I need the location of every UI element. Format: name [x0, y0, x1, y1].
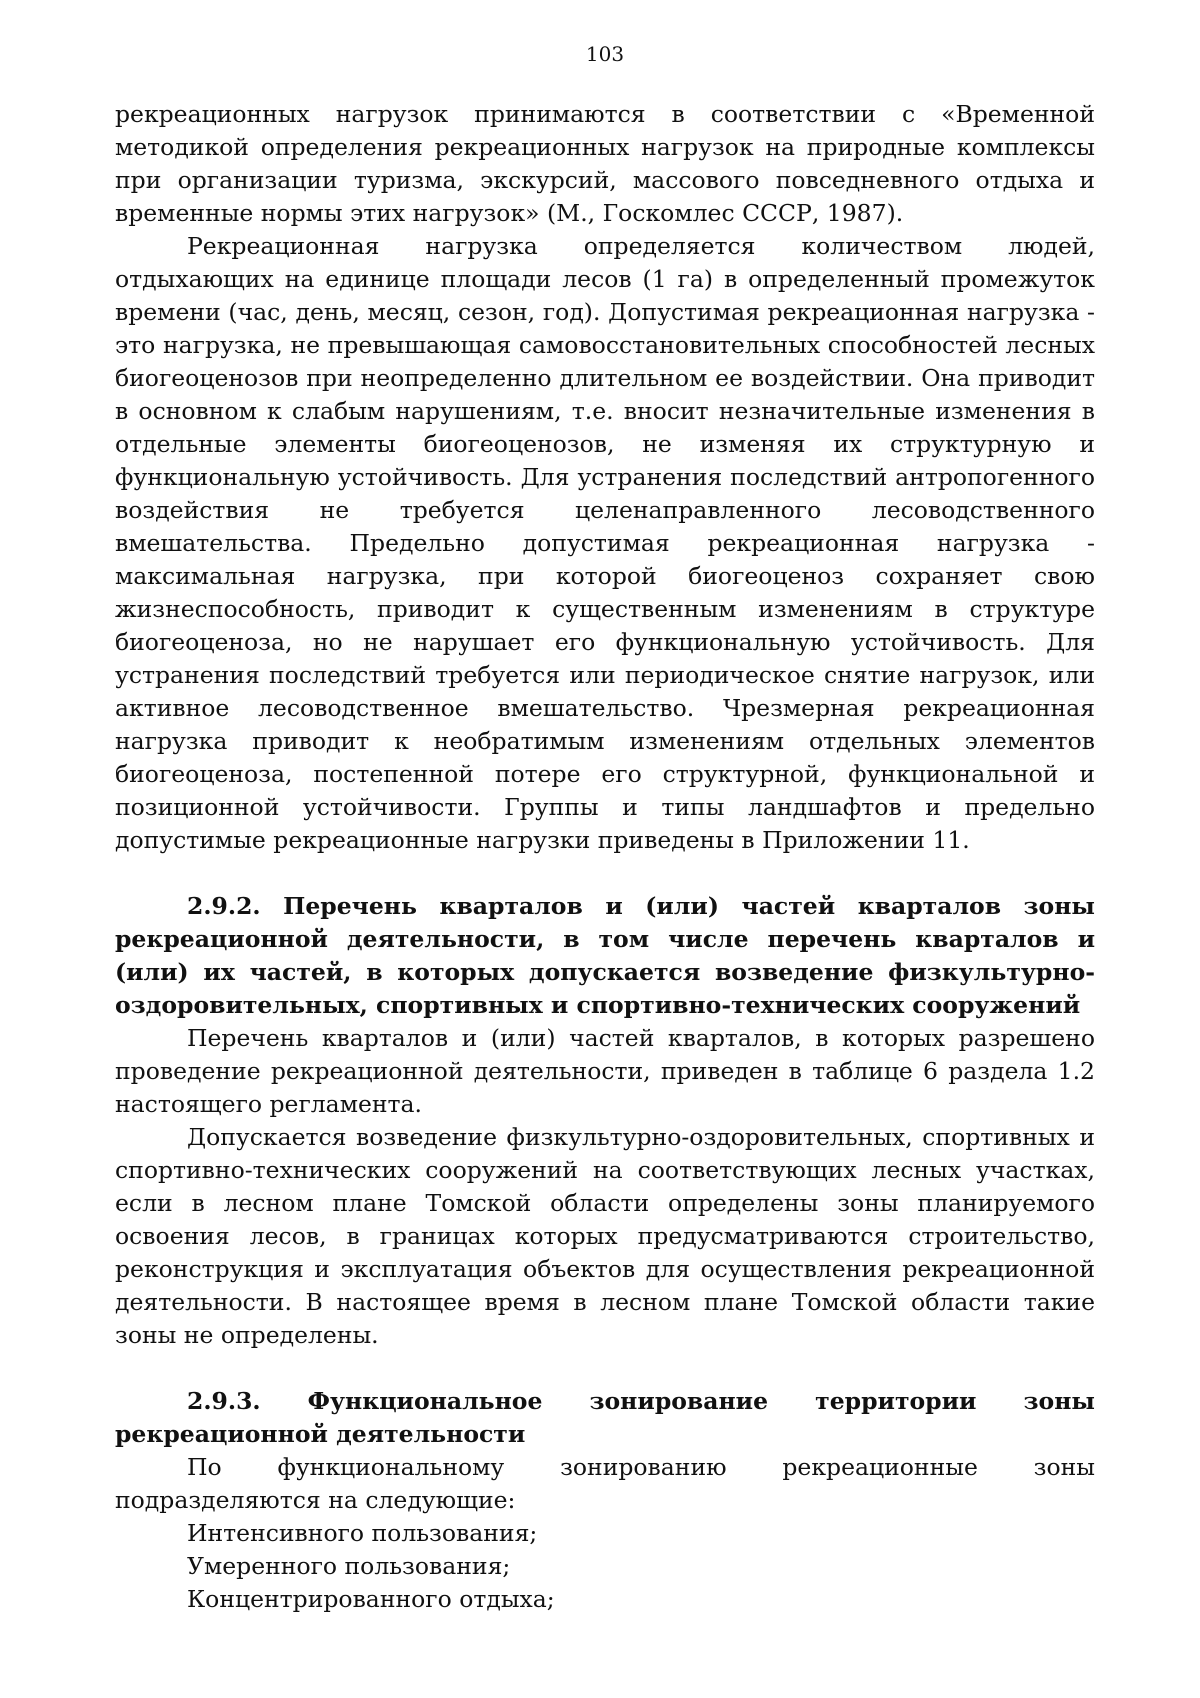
list-item-moderate-use: Умеренного пользования;: [187, 1552, 511, 1580]
document-page: [115, 40, 1095, 1616]
section-2-9-2-paragraph-1: Перечень кварталов и (или) частей кварталов, в которых разрешено проведение рекреационной деятельности, приведен в таблице 6 раздела 1.2 настоящего регламента.: [115, 1024, 1095, 1118]
section-2-9-3-heading: 2.9.3. Функциональное зонирование территории зоны рекреационной деятельности: [115, 1387, 1095, 1448]
recreational-load-paragraph: Рекреационная нагрузка определяется количеством людей, отдыхающих на единице площади лесов (1 га) в определенный промежуток времени (час, день, месяц, сезон, год). Допустимая рекреационная нагрузка - это нагрузка, не превышающая самовосстановительных способностей лесных биогеоценозов при неопределенно длительном ее воздействии. Она приводит в основном к слабым нарушениям, т.е. вносит незначительные изменения в отдельные элементы биогеоценозов, не изменяя их структурную и функциональную устойчивость. Для устранения последствий антропогенного воздействия не требуется целенаправленного лесоводственного вмешательства. Предельно допустимая рекреационная нагрузка - максимальная нагрузка, при которой биогеоценоз сохраняет свою жизнеспособность, приводит к существенным изменениям в структуре биогеоценоза, но не нарушает его функциональную устойчивость. Для устранения последствий требуется или периодическое снятие нагрузок, или активное лесоводственное вмешательство. Чрезмерная рекреационная нагрузка приводит к необратимым изменениям отдельных элементов биогеоценоза, постепенной потере его структурной, функциональной и позиционной устойчивости. Группы и типы ландшафтов и предельно допустимые рекреационные нагрузки приведены в Приложении 11.: [115, 232, 1095, 854]
list-item-intensive-use: Интенсивного пользования;: [187, 1519, 538, 1547]
section-2-9-2-paragraph-2: Допускается возведение физкультурно-оздоровительных, спортивных и спортивно-технических сооружений на соответствующих лесных участках, если в лесном плане Томской области определены зоны планируемого освоения лесов, в границах которых предусматриваются строительство, реконструкция и эксплуатация объектов для осуществления рекреационной деятельности. В настоящее время в лесном плане Томской области такие зоны не определены.: [115, 1123, 1095, 1349]
intro-paragraph-continuation: рекреационных нагрузок принимаются в соответствии с «Временной методикой определения рекреационных нагрузок на природные комплексы при организации туризма, экскурсий, массового повседневного отдыха и временные нормы этих нагрузок» (М., Госкомлес СССР, 1987).: [115, 100, 1095, 227]
section-2-9-3-paragraph: По функциональному зонированию рекреационные зоны подразделяются на следующие:: [115, 1453, 1095, 1514]
page-number: 103: [585, 42, 625, 66]
list-item-concentrated-rest: Концентрированного отдыха;: [187, 1585, 555, 1613]
section-2-9-2-heading: 2.9.2. Перечень кварталов и (или) частей кварталов зоны рекреационной деятельности, в том числе перечень кварталов и (или) их частей, в которых допускается возведение физкультурно-оздоровительных, спортивных и спортивно-технических сооружений: [115, 892, 1095, 1019]
